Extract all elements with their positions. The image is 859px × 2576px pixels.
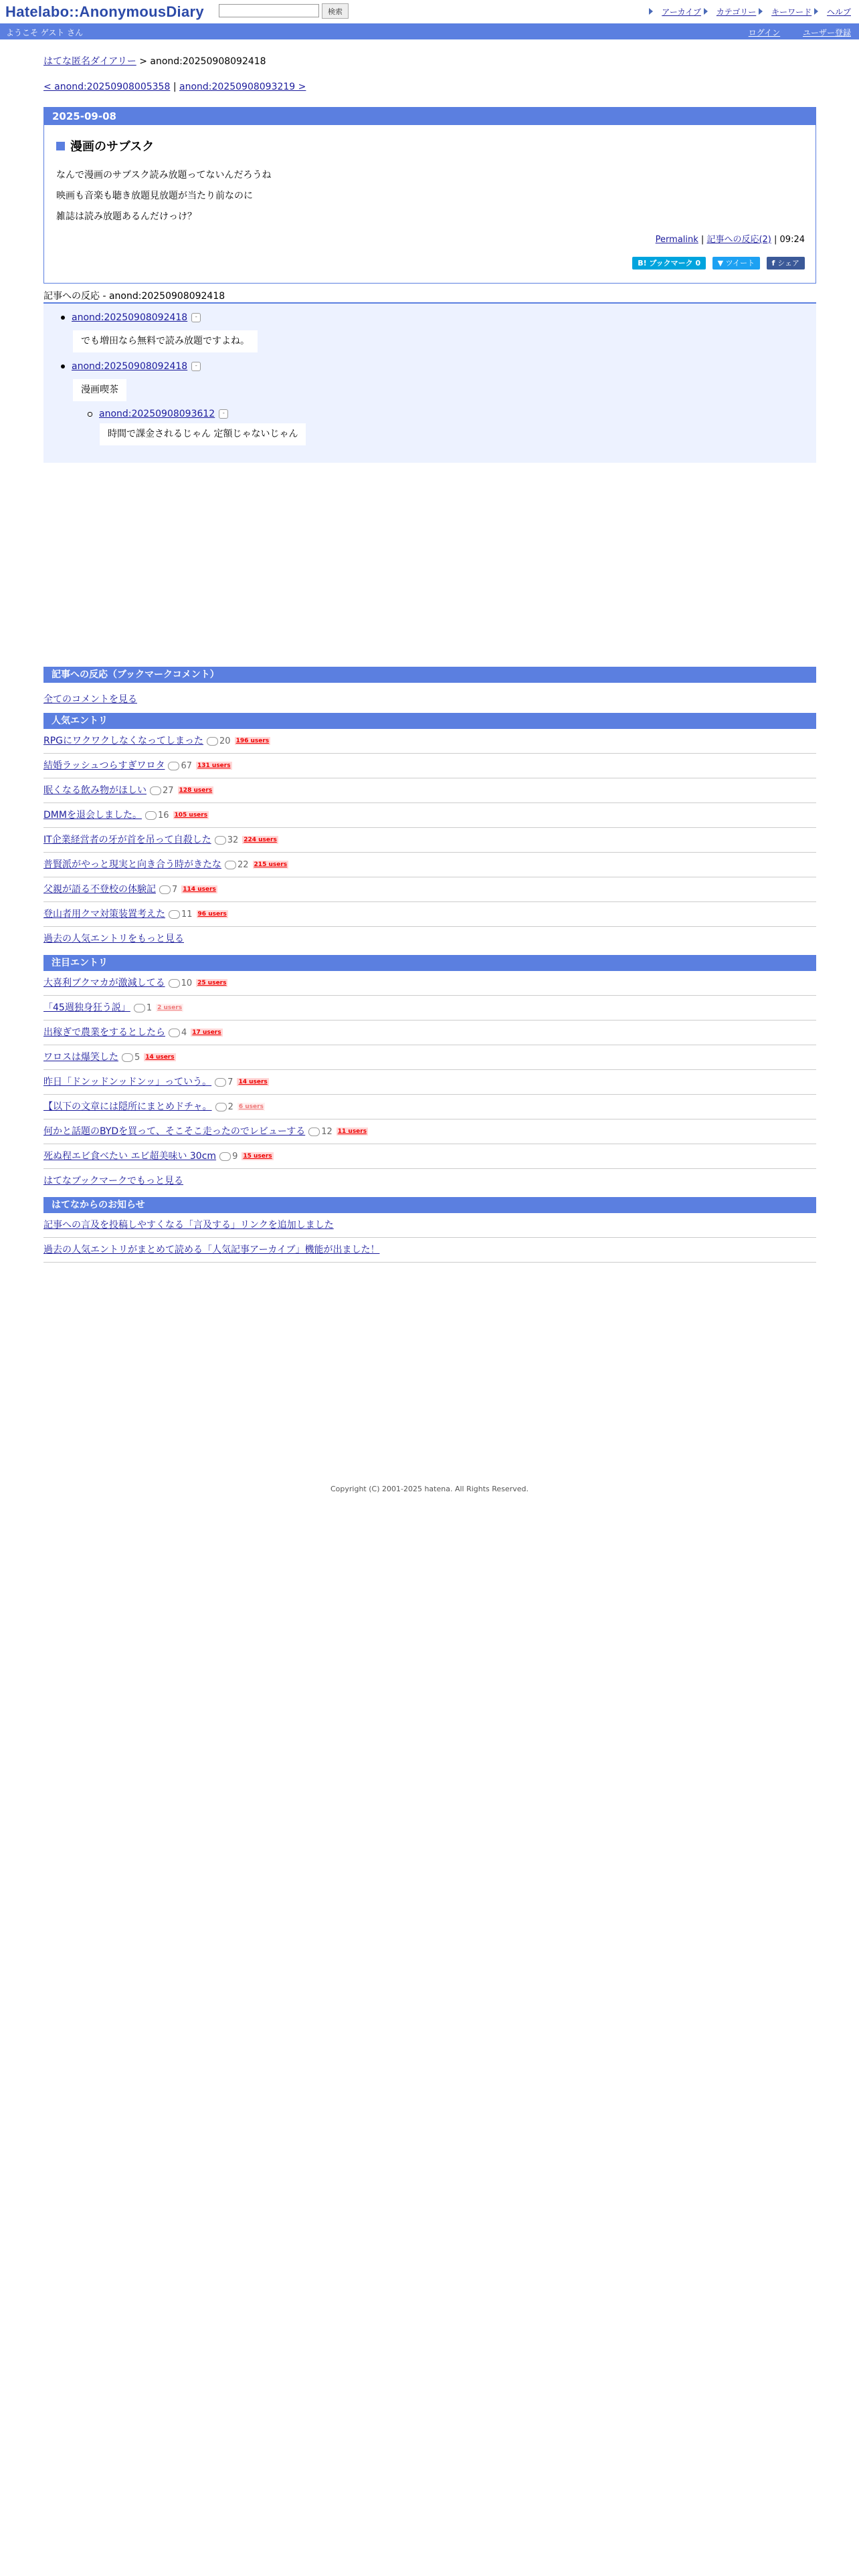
entry-link[interactable]: 昨日「ドンッドンッドンッ」っていう。	[43, 1077, 212, 1087]
entry-link[interactable]: 大喜利ブクマカが激減してる	[43, 978, 165, 988]
twitter-icon: ▼	[717, 259, 726, 267]
reactions-heading: 記事への反応 - anond:20250908092418	[43, 291, 225, 302]
comment-count[interactable]	[150, 779, 174, 803]
reaction-item	[88, 409, 228, 419]
breadcrumb-current: anond:20250908092418	[150, 56, 266, 67]
comment-count[interactable]	[169, 1021, 187, 1045]
reaction-item	[61, 312, 201, 323]
entry-row	[43, 1070, 816, 1095]
popular-more-link[interactable]: 過去の人気エントリをもっと見る	[43, 934, 184, 944]
reaction-link[interactable]: anond:20250908092418	[72, 312, 188, 323]
comment-bubble-icon	[168, 762, 179, 770]
entry-link[interactable]: IT企業経営者の牙が首を吊って自殺した	[43, 835, 211, 845]
bookmark-users-badge[interactable]: 15 users	[243, 1153, 272, 1160]
triangle-icon	[759, 8, 763, 15]
all-comments-link[interactable]: 全てのコメントを見る	[43, 694, 137, 705]
login-link[interactable]: ログイン	[748, 28, 781, 37]
reaction-text: 漫画喫茶	[73, 379, 126, 401]
footer-separator: |	[771, 235, 780, 245]
square-icon	[56, 142, 65, 150]
comment-count-value: 10	[181, 978, 193, 988]
top-nav	[649, 6, 851, 17]
featured-heading: 注目エントリ	[43, 955, 816, 971]
facebook-icon: f	[771, 259, 778, 267]
comment-bubble-icon	[169, 1029, 180, 1037]
user-nav	[729, 27, 851, 38]
tweet-label: ツイート	[725, 259, 755, 267]
entry-title-text: 漫画のサブスク	[70, 140, 155, 154]
entry-link[interactable]: 死ぬ程エビ食べたい エビ超美味い 30cm	[43, 1151, 217, 1162]
all-comments-row	[43, 687, 816, 712]
entry-row	[43, 877, 816, 902]
entry-link[interactable]: 眠くなる飲み物がほしい	[43, 785, 147, 796]
bookmark-users-badge[interactable]: 114 users	[183, 886, 216, 893]
comment-count[interactable]	[134, 996, 152, 1021]
reactions-link[interactable]: 記事への反応(2)	[706, 235, 771, 245]
entry-footer	[656, 232, 805, 245]
entry-link[interactable]: RPGにワクワクしなくなってしまった	[43, 736, 204, 746]
comment-count[interactable]	[159, 878, 177, 902]
entry-link[interactable]: ワロスは爆笑した	[43, 1052, 118, 1063]
entry-row	[43, 1021, 816, 1045]
hatena-bookmark-button[interactable]: B! ブックマーク 0	[632, 257, 706, 270]
copyright: Copyright (C) 2001-2025 hatena. All Rights Reserved.	[330, 1485, 529, 1493]
entry-box	[43, 107, 816, 284]
comment-count-value: 27	[163, 786, 174, 796]
entry-title[interactable]	[56, 137, 154, 154]
reaction-link[interactable]: anond:20250908093612	[99, 409, 215, 419]
comment-count-value: 2	[227, 1102, 233, 1112]
entry-line: なんで漫画のサブスク読み放題ってないんだろうね	[56, 170, 272, 181]
entry-link[interactable]: 結婚ラッシュつらすぎワロタ	[43, 760, 165, 771]
reaction-text: 時間で課金されるじゃん 定額じゃないじゃん	[100, 423, 306, 445]
entry-row	[43, 1095, 816, 1119]
bookmark-comments-heading: 記事への反応（ブックマークコメント）	[43, 667, 816, 683]
bookmark-users-badge[interactable]: 11 users	[337, 1128, 367, 1135]
header	[0, 0, 859, 23]
entry-row	[43, 778, 816, 803]
comment-bubble-icon	[215, 1103, 227, 1111]
comment-count[interactable]	[169, 972, 193, 996]
entry-link[interactable]: 出稼ぎで農業をするとしたら	[43, 1027, 165, 1038]
triangle-icon	[649, 8, 653, 15]
comment-count[interactable]	[169, 903, 193, 927]
news-heading: はてなからのお知らせ	[43, 1197, 816, 1213]
bookmark-users-badge[interactable]: 131 users	[197, 762, 231, 769]
entry-line: 映画も音楽も聴き放題見放題が当たり前なのに	[56, 191, 253, 201]
comment-count[interactable]	[215, 1071, 233, 1095]
welcome-text: ようこそ ゲスト さん	[6, 28, 84, 37]
popular-heading: 人気エントリ	[43, 713, 816, 729]
comment-bubble-icon	[219, 1152, 231, 1161]
comment-bubble-icon	[150, 786, 161, 795]
comment-count-value: 1	[146, 1003, 153, 1013]
entry-link[interactable]: 普賢派がやっと現実と向き合う時がきたな	[43, 859, 221, 870]
comment-count[interactable]	[308, 1120, 332, 1144]
breadcrumb-separator: >	[136, 56, 151, 67]
triangle-icon	[704, 8, 708, 15]
comment-count-value: 11	[181, 909, 193, 920]
comment-count-value: 16	[157, 811, 169, 821]
nav-help[interactable]: ヘルプ	[826, 7, 851, 17]
pager-separator: |	[170, 82, 180, 92]
comment-bubble-icon	[225, 861, 236, 869]
next-entry-link[interactable]: anond:20250908093219 >	[179, 82, 306, 92]
comment-count[interactable]	[207, 730, 231, 754]
comment-count[interactable]	[219, 1145, 237, 1169]
comment-count[interactable]	[215, 829, 239, 853]
expand-icon[interactable]: -	[219, 409, 228, 419]
comment-count-value: 9	[232, 1152, 238, 1162]
breadcrumb-home[interactable]: はてな匿名ダイアリー	[43, 56, 136, 67]
entry-link[interactable]: DMMを退会しました。	[43, 810, 142, 821]
comment-count-value: 7	[172, 885, 178, 895]
facebook-share-button[interactable]	[767, 257, 805, 270]
comment-bubble-icon	[207, 737, 218, 746]
expand-icon[interactable]: -	[191, 313, 201, 322]
footer-separator: |	[698, 235, 707, 245]
reaction-link[interactable]: anond:20250908092418	[72, 361, 188, 372]
entry-link[interactable]: 父親が語る不登校の体験記	[43, 884, 156, 895]
comment-bubble-icon	[145, 811, 157, 820]
comment-count[interactable]	[145, 804, 169, 828]
permalink[interactable]: Permalink	[655, 235, 698, 245]
entry-time: 09:24	[779, 235, 805, 245]
comment-count-value: 32	[227, 835, 239, 845]
comment-count-value: 22	[237, 860, 249, 870]
search-button[interactable]: 検索	[322, 3, 349, 19]
bookmark-users-badge[interactable]: 17 users	[192, 1029, 221, 1036]
comment-bubble-icon	[122, 1053, 133, 1062]
bookmark-users-badge[interactable]: 2 users	[157, 1004, 183, 1011]
comment-count-value: 12	[321, 1127, 332, 1137]
comment-count-value: 20	[219, 736, 231, 746]
tweet-button[interactable]	[712, 257, 760, 270]
site-logo[interactable]: Hatelabo::AnonymousDiary	[5, 3, 204, 20]
entry-row	[43, 996, 816, 1021]
prev-entry-link[interactable]: < anond:20250908005358	[43, 82, 171, 92]
register-link[interactable]: ユーザー登録	[802, 28, 851, 37]
entry-link[interactable]: 何かと話題のBYDを買って、そこそこ走ったのでレビューする	[43, 1126, 306, 1137]
comment-bubble-icon	[134, 1004, 145, 1012]
search-input[interactable]	[219, 4, 319, 17]
entry-row	[43, 1119, 816, 1144]
comment-count[interactable]	[122, 1046, 140, 1070]
bookmark-users-badge[interactable]: 128 users	[179, 787, 213, 794]
bullet-icon	[61, 316, 65, 320]
reactions-list	[43, 302, 816, 463]
comment-bubble-icon	[215, 1078, 226, 1087]
breadcrumb	[43, 54, 266, 68]
nav-category[interactable]: カテゴリー	[716, 7, 757, 17]
comment-bubble-icon	[159, 885, 171, 894]
comment-bubble-icon	[169, 979, 180, 988]
entry-row	[43, 902, 816, 927]
comment-bubble-icon	[215, 836, 226, 845]
bookmark-users-badge[interactable]: 14 users	[238, 1079, 268, 1085]
reaction-text: でも増田なら無料で読み放題ですよね。	[73, 330, 258, 352]
featured-more-link[interactable]: はてなブックマークでもっと見る	[43, 1176, 184, 1186]
comment-count-value: 7	[227, 1077, 233, 1087]
bullet-icon	[61, 364, 65, 368]
bookmark-users-badge[interactable]: 224 users	[244, 837, 277, 843]
comment-count-value: 5	[134, 1053, 140, 1063]
comment-bubble-icon	[308, 1128, 320, 1136]
comment-count[interactable]	[225, 853, 249, 877]
news-item	[43, 1238, 816, 1263]
user-bar	[0, 23, 859, 39]
bookmark-users-badge[interactable]: 6 users	[238, 1103, 264, 1110]
news-link[interactable]: 過去の人気エントリがまとめて読める「人気記事アーカイブ」機能が出ました！	[43, 1245, 380, 1255]
entry-row	[43, 971, 816, 996]
entry-body	[56, 165, 271, 227]
entry-row	[43, 1144, 816, 1169]
comment-count[interactable]	[168, 754, 192, 778]
bookmark-users-badge[interactable]: 196 users	[235, 738, 270, 744]
comment-count[interactable]	[215, 1095, 233, 1119]
news-item	[43, 1213, 816, 1238]
more-row	[43, 1169, 816, 1193]
comment-count-value: 67	[181, 761, 192, 771]
triangle-icon	[814, 8, 818, 15]
nav-archive[interactable]: アーカイブ	[662, 7, 701, 17]
nav-keyword[interactable]: キーワード	[771, 7, 812, 17]
entry-row	[43, 729, 816, 754]
comment-bubble-icon	[169, 910, 180, 919]
expand-icon[interactable]: -	[191, 362, 201, 371]
entry-link[interactable]: 「45週独身狂う説」	[43, 1002, 130, 1013]
more-row	[43, 927, 816, 951]
entry-row	[43, 754, 816, 778]
bookmark-users-badge[interactable]: 25 users	[197, 980, 227, 986]
bookmark-users-badge[interactable]: 215 users	[254, 861, 288, 868]
entry-line: 雑誌は読み放題あるんだけっけ？	[56, 211, 197, 222]
bookmark-users-badge[interactable]: 105 users	[174, 812, 208, 819]
entry-row	[43, 803, 816, 828]
news-link[interactable]: 記事への言及を投稿しやすくなる「言及する」リンクを追加しました	[43, 1220, 334, 1230]
bullet-icon	[88, 412, 92, 417]
entry-link[interactable]: 【以下の文章には隠所にまとめドチャ。	[43, 1101, 212, 1112]
entry-link[interactable]: 登山者用クマ対策装置考えた	[43, 909, 165, 920]
entry-row	[43, 828, 816, 853]
entry-date: 2025-09-08	[44, 108, 816, 125]
entry-pager	[43, 82, 306, 92]
entry-row	[43, 853, 816, 877]
comment-count-value: 4	[181, 1028, 187, 1038]
share-buttons	[628, 257, 805, 270]
bookmark-users-badge[interactable]: 96 users	[197, 911, 227, 918]
reaction-item	[61, 361, 201, 372]
bookmark-users-badge[interactable]: 14 users	[145, 1054, 175, 1061]
entry-row	[43, 1045, 816, 1070]
share-label: シェア	[777, 259, 799, 267]
